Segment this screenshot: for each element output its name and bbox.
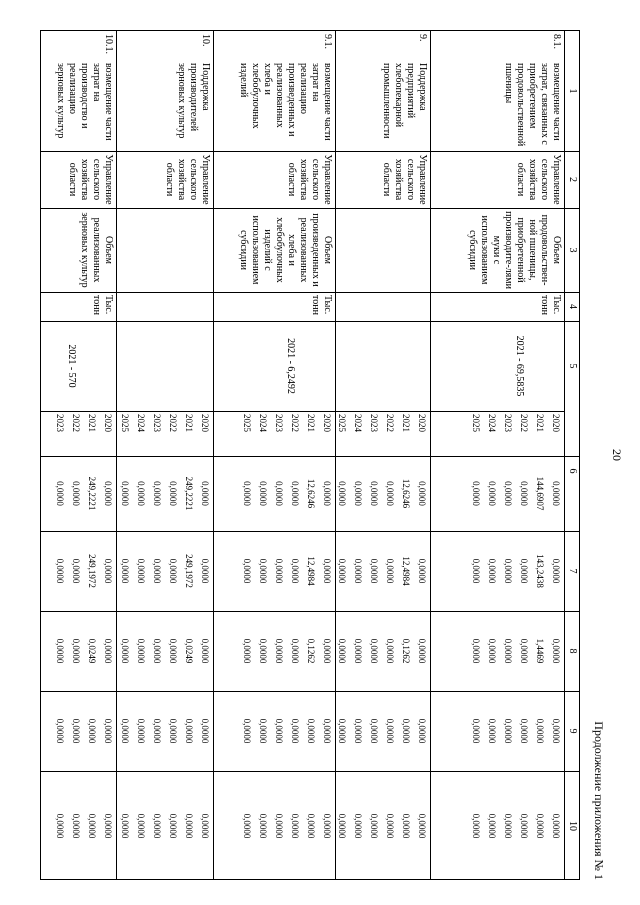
year-cell: 2021 [184, 414, 194, 432]
year-cell: 2025 [120, 414, 130, 432]
amount-cell-c7: 249,1972 [87, 554, 97, 588]
responsible-executor: Управление сельского хозяйства области [164, 154, 211, 205]
unit-of-measure: Тыс. тонн [91, 295, 114, 315]
year-cell: 2024 [353, 414, 363, 432]
amount-cell-c10: 0,0000 [471, 813, 481, 839]
amount-cell-c9: 0,0000 [152, 718, 162, 744]
amount-cell-c8: 0,0000 [103, 638, 113, 664]
amount-cell-c10: 0,0000 [503, 813, 513, 839]
amount-cell-c7: 0,0000 [290, 558, 300, 584]
amount-cell-c10: 0,0000 [353, 813, 363, 839]
measure-name: Поддержка предприятий хлебопекарной промышленности [381, 63, 428, 139]
amount-cell-c8: 0,0000 [242, 638, 252, 664]
amount-cell-c7: 0,0000 [242, 558, 252, 584]
row-number: 9.1. [322, 34, 333, 49]
amount-cell-c6: 0,0000 [120, 481, 130, 506]
amount-cell-c10: 0,0000 [519, 813, 529, 839]
row-number: 10.1. [103, 34, 114, 54]
amount-cell-c7: 12,4984 [401, 556, 411, 586]
year-cell: 2022 [168, 414, 178, 432]
amount-cell-c6: 0,0000 [369, 481, 379, 506]
responsible-executor: Управление сельского хозяйства области [286, 154, 333, 205]
column-divider [41, 151, 579, 152]
amount-cell-c6: 0,0000 [242, 481, 252, 506]
column-header-2: 2 [567, 177, 578, 182]
amount-cell-c9: 0,0000 [200, 718, 210, 744]
year-cell: 2020 [322, 414, 332, 432]
target-value: 2021 - 6,2492 [285, 338, 296, 394]
amount-cell-c10: 0,0000 [385, 813, 395, 839]
measure-name: возмещение части затрат, связанных с приобретением продовольственной пшеницы [503, 63, 562, 147]
amount-cell-c9: 0,0000 [290, 718, 300, 744]
amount-cell-c6: 0,0000 [337, 481, 347, 506]
amount-cell-c6: 0,0000 [519, 481, 529, 506]
amount-cell-c7: 0,0000 [551, 558, 561, 584]
year-cell: 2020 [417, 414, 427, 432]
amount-cell-c6: 12,6246 [306, 478, 316, 509]
amount-cell-c9: 0,0000 [258, 718, 268, 744]
target-value: 2021 - 69,5835 [514, 335, 525, 397]
amount-cell-c6: 0,0000 [274, 481, 284, 506]
amount-cell-c7: 0,0000 [369, 558, 379, 584]
column-header-5: 5 [567, 363, 578, 369]
column-divider [41, 771, 579, 772]
amount-cell-c9: 0,0000 [551, 718, 561, 744]
year-cell: 2020 [200, 414, 210, 432]
amount-cell-c7: 0,0000 [136, 558, 146, 584]
measure-name: Поддержка производителей зерновых культур [176, 63, 211, 139]
amount-cell-c7: 0,0000 [385, 558, 395, 584]
column-divider [41, 411, 565, 412]
year-cell: 2024 [258, 414, 268, 432]
amount-cell-c6: 0,0000 [551, 481, 561, 506]
amount-cell-c9: 0,0000 [369, 718, 379, 744]
amount-cell-c9: 0,0000 [136, 718, 146, 744]
amount-cell-c9: 0,0000 [385, 718, 395, 744]
year-cell: 2023 [503, 414, 513, 432]
amount-cell-c9: 0,0000 [337, 718, 347, 744]
amount-cell-c10: 0,0000 [200, 813, 210, 839]
amount-cell-c10: 0,0000 [322, 813, 332, 839]
amount-cell-c8: 0,0000 [417, 638, 427, 664]
amount-cell-c6: 0,0000 [152, 481, 162, 506]
amount-cell-c10: 0,0000 [274, 813, 284, 839]
amount-cell-c10: 0,0000 [258, 813, 268, 839]
amount-cell-c8: 0,0000 [200, 638, 210, 664]
year-cell: 2020 [103, 414, 113, 432]
amount-cell-c8: 0,0249 [184, 638, 194, 664]
amount-cell-c7: 0,0000 [417, 558, 427, 584]
amount-cell-c8: 0,0000 [337, 638, 347, 664]
column-header-9: 9 [567, 728, 578, 734]
amount-cell-c10: 0,0000 [168, 813, 178, 839]
responsible-executor: Управление сельского хозяйства области [67, 154, 114, 205]
responsible-executor: Управление сельского хозяйства области [515, 154, 562, 205]
amount-cell-c9: 0,0000 [103, 718, 113, 744]
page-number: 20 [610, 449, 624, 461]
amount-cell-c6: 0,0000 [417, 481, 427, 506]
column-divider [41, 321, 579, 322]
row-number: 9. [417, 34, 428, 42]
result-indicator: Объем продовольствен-ной пшеницы, приобретенной производите-лями муки с использованием субсидии [467, 211, 562, 289]
row-number: 10. [200, 34, 211, 47]
amount-cell-c6: 0,0000 [471, 481, 481, 506]
year-cell: 2020 [551, 414, 561, 432]
amount-cell-c10: 0,0000 [535, 813, 545, 839]
amount-cell-c10: 0,0000 [55, 813, 65, 839]
amount-cell-c8: 0,0000 [152, 638, 162, 664]
amount-cell-c6: 0,0000 [503, 481, 513, 506]
amount-cell-c7: 0,0000 [519, 558, 529, 584]
amount-cell-c6: 0,0000 [353, 481, 363, 506]
amount-cell-c8: 0,1262 [401, 638, 411, 664]
unit-of-measure: Тыс. тонн [539, 295, 562, 315]
unit-of-measure: Тыс. тонн [310, 295, 333, 315]
amount-cell-c7: 0,0000 [71, 558, 81, 584]
column-header-8: 8 [567, 648, 578, 654]
amount-cell-c6: 0,0000 [290, 481, 300, 506]
amount-cell-c8: 0,0000 [487, 638, 497, 664]
amount-cell-c8: 0,0000 [71, 638, 81, 664]
column-header-3: 3 [567, 247, 578, 253]
row-divider [116, 31, 117, 879]
year-cell: 2025 [337, 414, 347, 432]
amount-cell-c8: 0,0000 [551, 638, 561, 664]
amount-cell-c6: 0,0000 [487, 481, 497, 506]
rotated-page-content [55, 30, 624, 880]
column-divider [41, 456, 579, 457]
amount-cell-c10: 0,0000 [136, 813, 146, 839]
amount-cell-c10: 0,0000 [184, 813, 194, 839]
amount-cell-c9: 0,0000 [519, 718, 529, 744]
program-table [40, 30, 580, 880]
amount-cell-c6: 249,2221 [87, 476, 97, 511]
year-cell: 2021 [401, 414, 411, 432]
amount-cell-c9: 0,0000 [487, 718, 497, 744]
year-cell: 2023 [55, 414, 65, 432]
amount-cell-c10: 0,0000 [337, 813, 347, 839]
year-cell: 2025 [242, 414, 252, 432]
measure-name: возмещение части затрат на реализацию произведенных и реализованных хлеба и хлебобулочных изделий [238, 63, 333, 141]
amount-cell-c9: 0,0000 [471, 718, 481, 744]
amount-cell-c8: 0,0000 [369, 638, 379, 664]
amount-cell-c9: 0,0000 [120, 718, 130, 744]
amount-cell-c8: 0,0000 [55, 638, 65, 664]
amount-cell-c9: 0,0000 [306, 718, 316, 744]
column-divider [41, 292, 579, 293]
amount-cell-c7: 0,0000 [322, 558, 332, 584]
amount-cell-c6: 249,2221 [184, 476, 194, 511]
year-cell: 2024 [487, 414, 497, 432]
year-cell: 2021 [535, 414, 545, 432]
amount-cell-c10: 0,0000 [290, 813, 300, 839]
amount-cell-c9: 0,0000 [353, 718, 363, 744]
amount-cell-c10: 0,0000 [71, 813, 81, 839]
amount-cell-c7: 0,0000 [258, 558, 268, 584]
amount-cell-c8: 0,0000 [290, 638, 300, 664]
result-indicator: Объем реализованных зерновых культур [79, 212, 114, 288]
amount-cell-c7: 0,0000 [103, 558, 113, 584]
amount-cell-c7: 0,0000 [55, 558, 65, 584]
amount-cell-c6: 0,0000 [200, 481, 210, 506]
amount-cell-c7: 0,0000 [200, 558, 210, 584]
amount-cell-c9: 0,0000 [242, 718, 252, 744]
column-header-6: 6 [567, 468, 578, 474]
amount-cell-c8: 0,0000 [322, 638, 332, 664]
amount-cell-c9: 0,0000 [168, 718, 178, 744]
amount-cell-c10: 0,0000 [417, 813, 427, 839]
amount-cell-c9: 0,0000 [274, 718, 284, 744]
amount-cell-c8: 0,0000 [503, 638, 513, 664]
appendix-continuation-note: Продолжение приложения № 1 [592, 721, 606, 880]
amount-cell-c7: 143,2438 [535, 554, 545, 588]
amount-cell-c6: 0,0000 [385, 481, 395, 506]
amount-cell-c6: 0,0000 [322, 481, 332, 506]
target-value: 2021 - 570 [66, 344, 77, 388]
amount-cell-c9: 0,0000 [184, 718, 194, 744]
amount-cell-c9: 0,0000 [401, 718, 411, 744]
row-number: 8.1. [551, 34, 562, 49]
column-divider [41, 208, 579, 209]
column-divider [41, 611, 579, 612]
amount-cell-c10: 0,0000 [152, 813, 162, 839]
column-divider [41, 531, 579, 532]
amount-cell-c8: 0,0000 [385, 638, 395, 664]
amount-cell-c7: 0,0000 [471, 558, 481, 584]
amount-cell-c8: 0,0000 [353, 638, 363, 664]
amount-cell-c10: 0,0000 [103, 813, 113, 839]
amount-cell-c8: 0,0000 [519, 638, 529, 664]
amount-cell-c6: 144,6907 [535, 476, 545, 511]
amount-cell-c10: 0,0000 [551, 813, 561, 839]
year-cell: 2021 [87, 414, 97, 432]
amount-cell-c9: 0,0000 [71, 718, 81, 744]
amount-cell-c8: 0,0000 [471, 638, 481, 664]
column-header-1: 1 [567, 88, 578, 94]
amount-cell-c8: 0,0000 [274, 638, 284, 664]
amount-cell-c7: 249,1972 [184, 554, 194, 588]
amount-cell-c7: 0,0000 [120, 558, 130, 584]
amount-cell-c8: 1,4469 [535, 638, 545, 664]
amount-cell-c6: 0,0000 [258, 481, 268, 506]
row-divider [213, 31, 214, 879]
year-cell: 2022 [290, 414, 300, 432]
year-cell: 2022 [519, 414, 529, 432]
row-divider [430, 31, 431, 879]
amount-cell-c8: 0,0249 [87, 638, 97, 664]
amount-cell-c9: 0,0000 [322, 718, 332, 744]
column-header-4: 4 [567, 304, 578, 309]
amount-cell-c6: 0,0000 [71, 481, 81, 506]
amount-cell-c6: 0,0000 [136, 481, 146, 506]
result-indicator: Объем произведенных и реализованных хлеба и хлебобулочных изделий с использованием субсидии [238, 213, 333, 287]
amount-cell-c9: 0,0000 [535, 718, 545, 744]
amount-cell-c7: 0,0000 [337, 558, 347, 584]
year-cell: 2022 [385, 414, 395, 432]
amount-cell-c9: 0,0000 [503, 718, 513, 744]
responsible-executor: Управление сельского хозяйства области [381, 154, 428, 205]
amount-cell-c7: 0,0000 [168, 558, 178, 584]
amount-cell-c8: 0,0000 [168, 638, 178, 664]
amount-cell-c7: 0,0000 [503, 558, 513, 584]
amount-cell-c7: 0,0000 [274, 558, 284, 584]
amount-cell-c10: 0,0000 [401, 813, 411, 839]
amount-cell-c8: 0,0000 [120, 638, 130, 664]
amount-cell-c8: 0,1262 [306, 638, 316, 664]
amount-cell-c6: 12,6246 [401, 478, 411, 509]
column-header-7: 7 [567, 568, 578, 574]
year-cell: 2023 [152, 414, 162, 432]
amount-cell-c10: 0,0000 [87, 813, 97, 839]
amount-cell-c8: 0,0000 [136, 638, 146, 664]
year-cell: 2021 [306, 414, 316, 432]
amount-cell-c10: 0,0000 [242, 813, 252, 839]
column-divider [41, 691, 579, 692]
amount-cell-c6: 0,0000 [168, 481, 178, 506]
amount-cell-c7: 0,0000 [353, 558, 363, 584]
year-cell: 2022 [71, 414, 81, 432]
amount-cell-c7: 0,0000 [487, 558, 497, 584]
amount-cell-c6: 0,0000 [103, 481, 113, 506]
year-cell: 2023 [274, 414, 284, 432]
column-header-10: 10 [567, 821, 578, 831]
amount-cell-c10: 0,0000 [369, 813, 379, 839]
amount-cell-c6: 0,0000 [55, 481, 65, 506]
amount-cell-c9: 0,0000 [417, 718, 427, 744]
measure-name: возмещение части затрат на производство и реализацию зерновых культур [55, 63, 114, 141]
amount-cell-c8: 0,0000 [258, 638, 268, 664]
year-cell: 2023 [369, 414, 379, 432]
amount-cell-c9: 0,0000 [55, 718, 65, 744]
amount-cell-c9: 0,0000 [87, 718, 97, 744]
amount-cell-c10: 0,0000 [487, 813, 497, 839]
year-cell: 2024 [136, 414, 146, 432]
amount-cell-c10: 0,0000 [306, 813, 316, 839]
amount-cell-c7: 12,4984 [306, 556, 316, 586]
year-cell: 2025 [471, 414, 481, 432]
amount-cell-c7: 0,0000 [152, 558, 162, 584]
amount-cell-c10: 0,0000 [120, 813, 130, 839]
